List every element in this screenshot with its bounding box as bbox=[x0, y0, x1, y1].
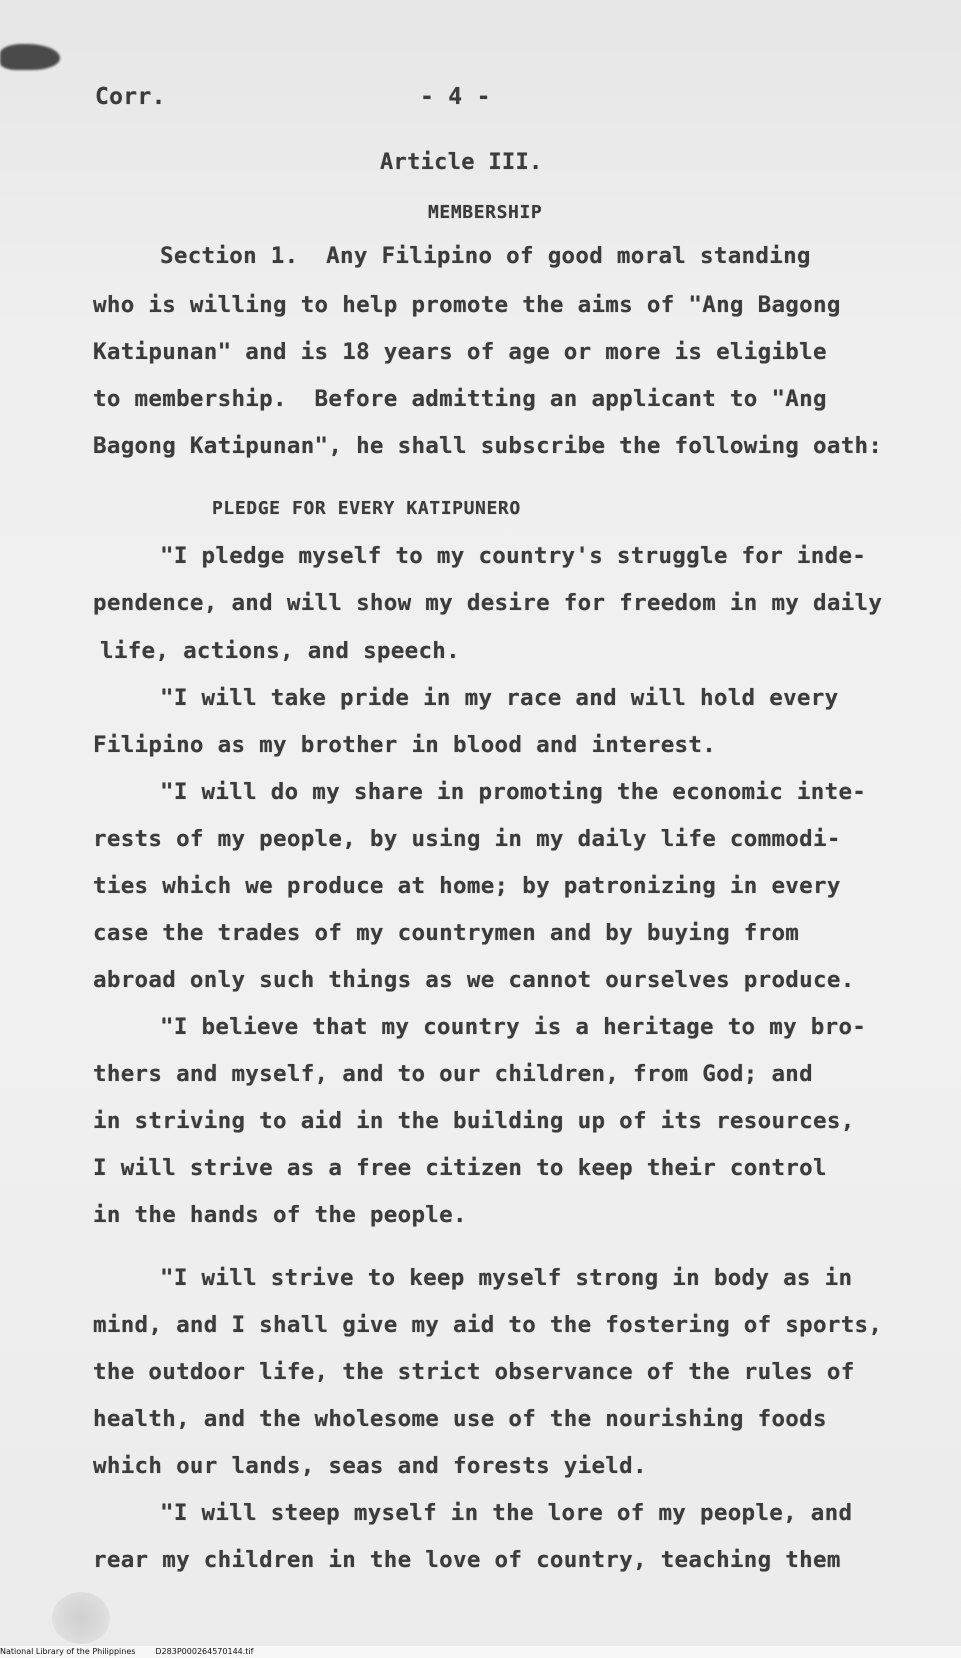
pledge-line: "I will strive to keep myself strong in body as in bbox=[160, 1265, 853, 1291]
pledge-line: "I will take pride in my race and will hold every bbox=[160, 685, 839, 711]
section1-line: Section 1. Any Filipino of good moral standing bbox=[160, 243, 811, 269]
pledge-line: life, actions, and speech. bbox=[100, 638, 460, 664]
pledge-line: Filipino as my brother in blood and interest. bbox=[93, 732, 717, 758]
page-number: - 4 - bbox=[420, 84, 491, 110]
section1-line: who is willing to help promote the aims of "Ang Bagong bbox=[93, 292, 841, 318]
pledge-line: which our lands, seas and forests yield. bbox=[93, 1453, 647, 1479]
article-title: Article III. bbox=[380, 150, 543, 175]
section1-line: to membership. Before admitting an applicant to "Ang bbox=[93, 386, 827, 412]
pledge-line: pendence, and will show my desire for freedom in my daily bbox=[93, 590, 883, 616]
section1-line: Bagong Katipunan", he shall subscribe the following oath: bbox=[93, 433, 883, 459]
pledge-line: case the trades of my countrymen and by buying from bbox=[93, 920, 800, 946]
pledge-line: rear my children in the love of country, teaching them bbox=[93, 1547, 841, 1573]
pledge-line: the outdoor life, the strict observance of the rules of bbox=[93, 1359, 855, 1385]
archive-footer bbox=[0, 1646, 961, 1658]
article-subtitle: MEMBERSHIP bbox=[428, 202, 543, 223]
pledge-line: abroad only such things as we cannot ourselves produce. bbox=[93, 967, 855, 993]
pledge-line: rests of my people, by using in my daily life commodi- bbox=[93, 826, 841, 852]
pledge-line: in the hands of the people. bbox=[93, 1202, 467, 1228]
pledge-line: thers and myself, and to our children, from God; and bbox=[93, 1061, 813, 1087]
pledge-line: mind, and I shall give my aid to the fostering of sports, bbox=[93, 1312, 883, 1338]
pledge-line: "I will do my share in promoting the economic inte- bbox=[160, 779, 867, 805]
pledge-line: ties which we produce at home; by patronizing in every bbox=[93, 873, 841, 899]
ink-blot bbox=[0, 44, 60, 70]
corr-label: Corr. bbox=[95, 84, 166, 110]
pledge-heading: PLEDGE FOR EVERY KATIPUNERO bbox=[212, 498, 521, 519]
pledge-line: "I believe that my country is a heritage to my bro- bbox=[160, 1014, 867, 1040]
section1-line: Katipunan" and is 18 years of age or more is eligible bbox=[93, 339, 827, 365]
footer-library: National Library of the Philippines bbox=[0, 1647, 136, 1656]
pledge-line: "I will steep myself in the lore of my people, and bbox=[160, 1500, 853, 1526]
pledge-line: "I pledge myself to my country's struggle for inde- bbox=[160, 543, 867, 569]
pledge-line: in striving to aid in the building up of its resources, bbox=[93, 1108, 855, 1134]
footer-file: D283P000264570144.tif bbox=[155, 1647, 254, 1656]
thumb-smudge bbox=[52, 1592, 110, 1644]
pledge-line: health, and the wholesome use of the nourishing foods bbox=[93, 1406, 827, 1432]
pledge-line: I will strive as a free citizen to keep their control bbox=[93, 1155, 827, 1181]
